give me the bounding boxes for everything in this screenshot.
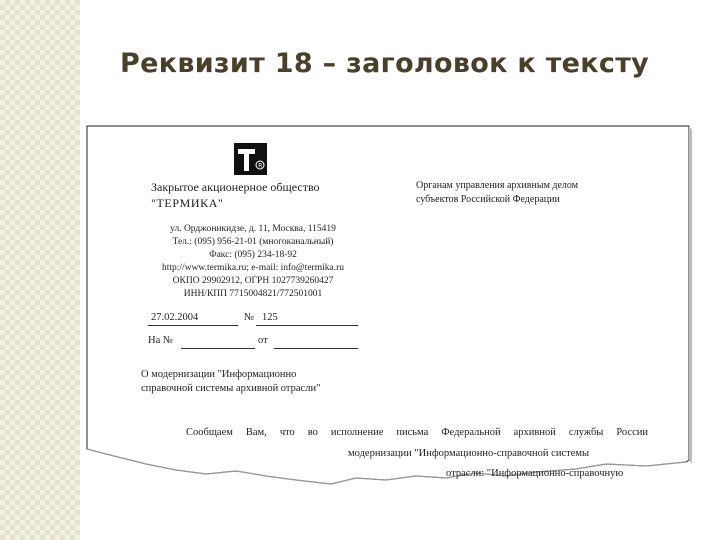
slide-title: Реквизит 18 – заголовок к тексту — [120, 48, 650, 79]
document-sheet — [86, 124, 692, 510]
reply-date-underline — [274, 348, 358, 349]
org-name-line1: Закрытое акционерное общество — [151, 180, 320, 194]
document-date: 27.02.2004 — [151, 312, 199, 323]
from-label: от — [258, 335, 268, 346]
document-number: 125 — [262, 312, 278, 323]
subject-line1: О модернизации "Информационно — [141, 369, 297, 380]
recipient-line1: Органам управления архивным делом — [416, 180, 579, 191]
body-line1: Сообщаем Вам, что во исполнение письма Федеральной архивной службы России — [186, 427, 648, 438]
number-underline — [256, 325, 358, 326]
body-line2: модернизации "Информационно-справочной системы — [348, 448, 590, 459]
org-name-line2: "ТЕРМИКА" — [151, 196, 224, 210]
org-address: ул. Орджоникидзе, д. 11, Москва, 115419 — [170, 224, 336, 234]
decorative-checker-strip — [0, 0, 80, 540]
body-line3: отрасли: "Информационно-справочную — [446, 468, 624, 479]
recipient-line2: субъектов Российской Федерации — [416, 194, 560, 205]
svg-text:R: R — [258, 162, 263, 170]
reply-to-label: На № — [148, 335, 173, 346]
subject-line2: справочной системы архивной отрасли" — [141, 383, 321, 394]
company-logo-icon — [234, 143, 267, 175]
reply-number-underline — [181, 348, 255, 349]
number-sign: № — [244, 312, 255, 323]
org-web-email: http://www.termika.ru; e-mail: info@termika.ru — [162, 263, 344, 273]
org-okpo-ogrn: ОКПО 29902912, ОГРН 1027739260427 — [172, 276, 334, 286]
date-underline — [148, 325, 238, 326]
org-inn-kpp: ИНН/КПП 7715004821/772501001 — [183, 289, 323, 299]
org-phone: Тел.: (095) 956-21-01 (многоканальный) — [172, 237, 334, 247]
org-fax: Факс: (095) 234-18-92 — [209, 250, 297, 260]
